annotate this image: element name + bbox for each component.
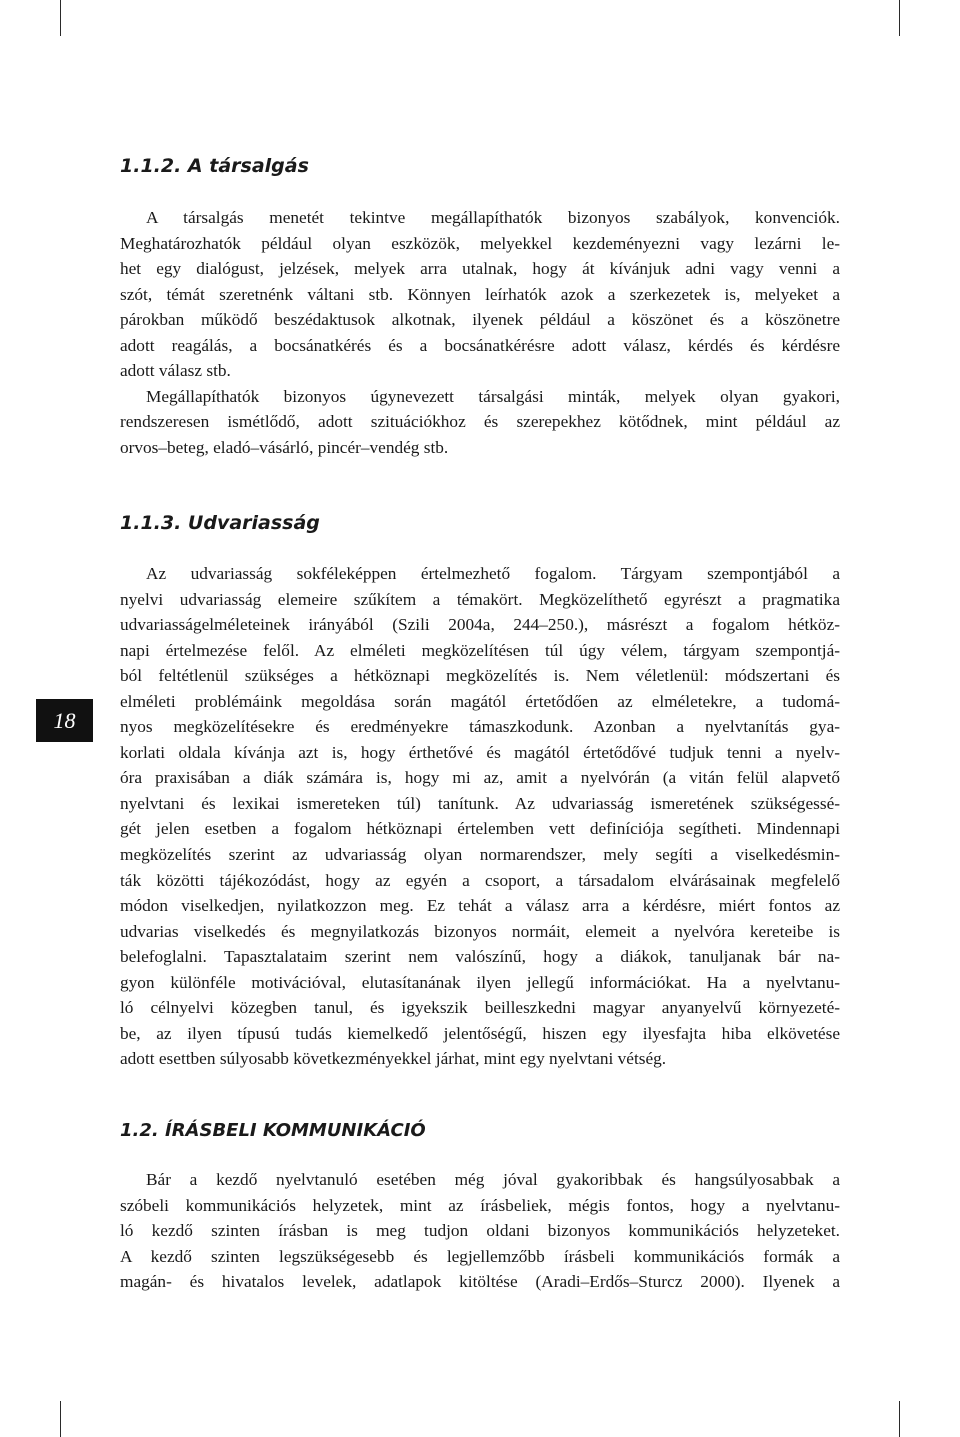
text-line: orvos–beteg, eladó–vásárló, pincér–vendég stb.	[120, 437, 449, 457]
crop-mark-top-right	[899, 0, 900, 36]
text-line: adott reagálás, a bocsánatkérés és a bocsánatkérésre adott válasz, kérdés és kérdésre	[120, 335, 840, 355]
text-line: elméleti problémáink megoldása során magától értetődően az elméletekre, a tudomá-	[120, 691, 840, 711]
text-line: ló célnyelvi közegben tanul, és igyekszik beilleszkedni magyar anyanyelvű környezeté-	[120, 998, 840, 1018]
section-body-irasbeli-kommunikacio	[120, 1167, 840, 1295]
text-line: udvariasságelméleteinek irányából (Szili 2004a, 244–250.), másrészt a fogalom hétköz-	[120, 615, 840, 635]
text-line: udvarias viselkedés és megnyilatkozás bizonyos normáit, elemeit a nyelvóra kereteibe is	[120, 921, 840, 941]
text-line: nyelvtani és lexikai ismereteken túl) tanítunk. Az udvariasság ismeretének szükségessé-	[120, 793, 840, 813]
section-heading-irasbeli-kommunikacio: 1.2. ÍRÁSBELI KOMMUNIKÁCIÓ	[120, 1120, 426, 1141]
text-line: párokban működő beszédaktusok alkotnak, ilyenek például a köszönet és a köszönetre	[120, 310, 840, 330]
text-line: belefoglalni. Tapasztalataim szerint nem valószínű, hogy a diákok, tanuljanak bár na-	[120, 947, 840, 967]
crop-mark-bottom-right	[899, 1401, 900, 1437]
text-line: szót, témát szeretnénk váltani stb. Könnyen leírhatók azok a szerkezetek is, melyeket a	[120, 284, 840, 304]
text-line: gét jelen esetben a fogalom hétköznapi értelemben vett definíciója segítheti. Mindennapi	[120, 819, 840, 839]
text-line: A kezdő szinten legszükségesebb és legjellemzőbb írásbeli kommunikációs formák a	[120, 1246, 840, 1266]
text-line: Az udvariasság sokféleképpen értelmezhető fogalom. Tárgyam szempontjából a	[146, 564, 840, 583]
text-line: ták közötti tájékozódást, hogy az egyén a csoport, a társadalom elvárásainak megfelelő	[120, 870, 840, 890]
section-heading-tarsalgas: 1.1.2. A társalgás	[120, 155, 309, 177]
section-heading-udvariassag: 1.1.3. Udvariasság	[120, 512, 320, 534]
text-line: módon viselkedjen, nyilatkozzon meg. Ez tehát a válasz arra a kérdésre, miért fontos az	[120, 896, 840, 916]
section-body-udvariassag	[120, 561, 840, 1072]
text-line: megközelítés szerint az udvariasság olyan normarendszer, mely segíti a viselkedésmin-	[120, 845, 840, 865]
text-line: ból feltétlenül szükséges a hétköznapi megközelítés is. Nem véletlenül: módszertani és	[120, 666, 840, 686]
text-line: A társalgás menetét tekintve megállapíthatók bizonyos szabályok, konvenciók.	[146, 208, 840, 227]
text-line: magán- és hivatalos levelek, adatlapok kitöltése (Aradi–Erdős–Sturcz 2000). Ilyenek a	[120, 1272, 840, 1292]
text-line: adott válasz stb.	[120, 361, 231, 381]
text-line: gyon különféle motivációval, elutasítanának ilyen jellegű információkat. Ha a nyelvtanu-	[120, 972, 840, 992]
section-body-tarsalgas	[120, 205, 840, 460]
text-line: napi értelmezése felől. Az elméleti megközelítésen túl úgy vélem, tárgyam szempontjá-	[120, 640, 840, 660]
text-line: korlati oldala kívánja azt is, hogy érthetővé és magától értetődővé tudjuk tenni a nyelv-	[120, 742, 840, 762]
text-line: rendszeresen ismétlődő, adott szituációkhoz és szerepekhez kötődnek, mint például az	[120, 412, 840, 432]
text-line: nyos megközelítésekre és eredményekre támaszkodunk. Azonban a nyelvtanítás gya-	[120, 717, 840, 737]
text-line: Bár a kezdő nyelvtanuló esetében még jóval gyakoribbak és hangsúlyosabbak a	[146, 1170, 840, 1189]
text-line: het egy dialógust, jelzések, melyek arra utalnak, hogy át kívánjuk adni vagy venni a	[120, 259, 840, 279]
text-line: Megállapíthatók bizonyos úgynevezett társalgási minták, melyek olyan gyakori,	[146, 386, 840, 406]
text-line: óra praxisában a diák számára is, hogy mi az, amit a nyelvórán (a vitán felül alapvető	[120, 768, 840, 788]
text-line: nyelvi udvariasság elemeire szűkítem a témakört. Megközelíthető egyrészt a pragmatika	[120, 589, 840, 609]
page-number-tab	[36, 699, 93, 742]
text-line: be, az ilyen típusú tudás kiemelkedő jelentőségű, hiszen egy ilyesfajta hiba elkövetése	[120, 1023, 840, 1043]
text-line: Meghatározhatók például olyan eszközök, melyekkel kezdeményezni vagy lezárni le-	[120, 233, 840, 253]
text-line: szóbeli kommunikációs helyzetek, mint az írásbeliek, mégis fontos, hogy a nyelvtanu-	[120, 1195, 840, 1215]
text-line: adott esettben súlyosabb következményekkel járhat, mint egy nyelvtani vétség.	[120, 1049, 667, 1069]
text-line: ló kezdő szinten írásban is meg tudjon oldani bizonyos kommunikációs helyzeteket.	[120, 1221, 840, 1241]
crop-mark-top-left	[60, 0, 61, 36]
page-number: 18	[53, 707, 76, 733]
crop-mark-bottom-left	[60, 1401, 61, 1437]
